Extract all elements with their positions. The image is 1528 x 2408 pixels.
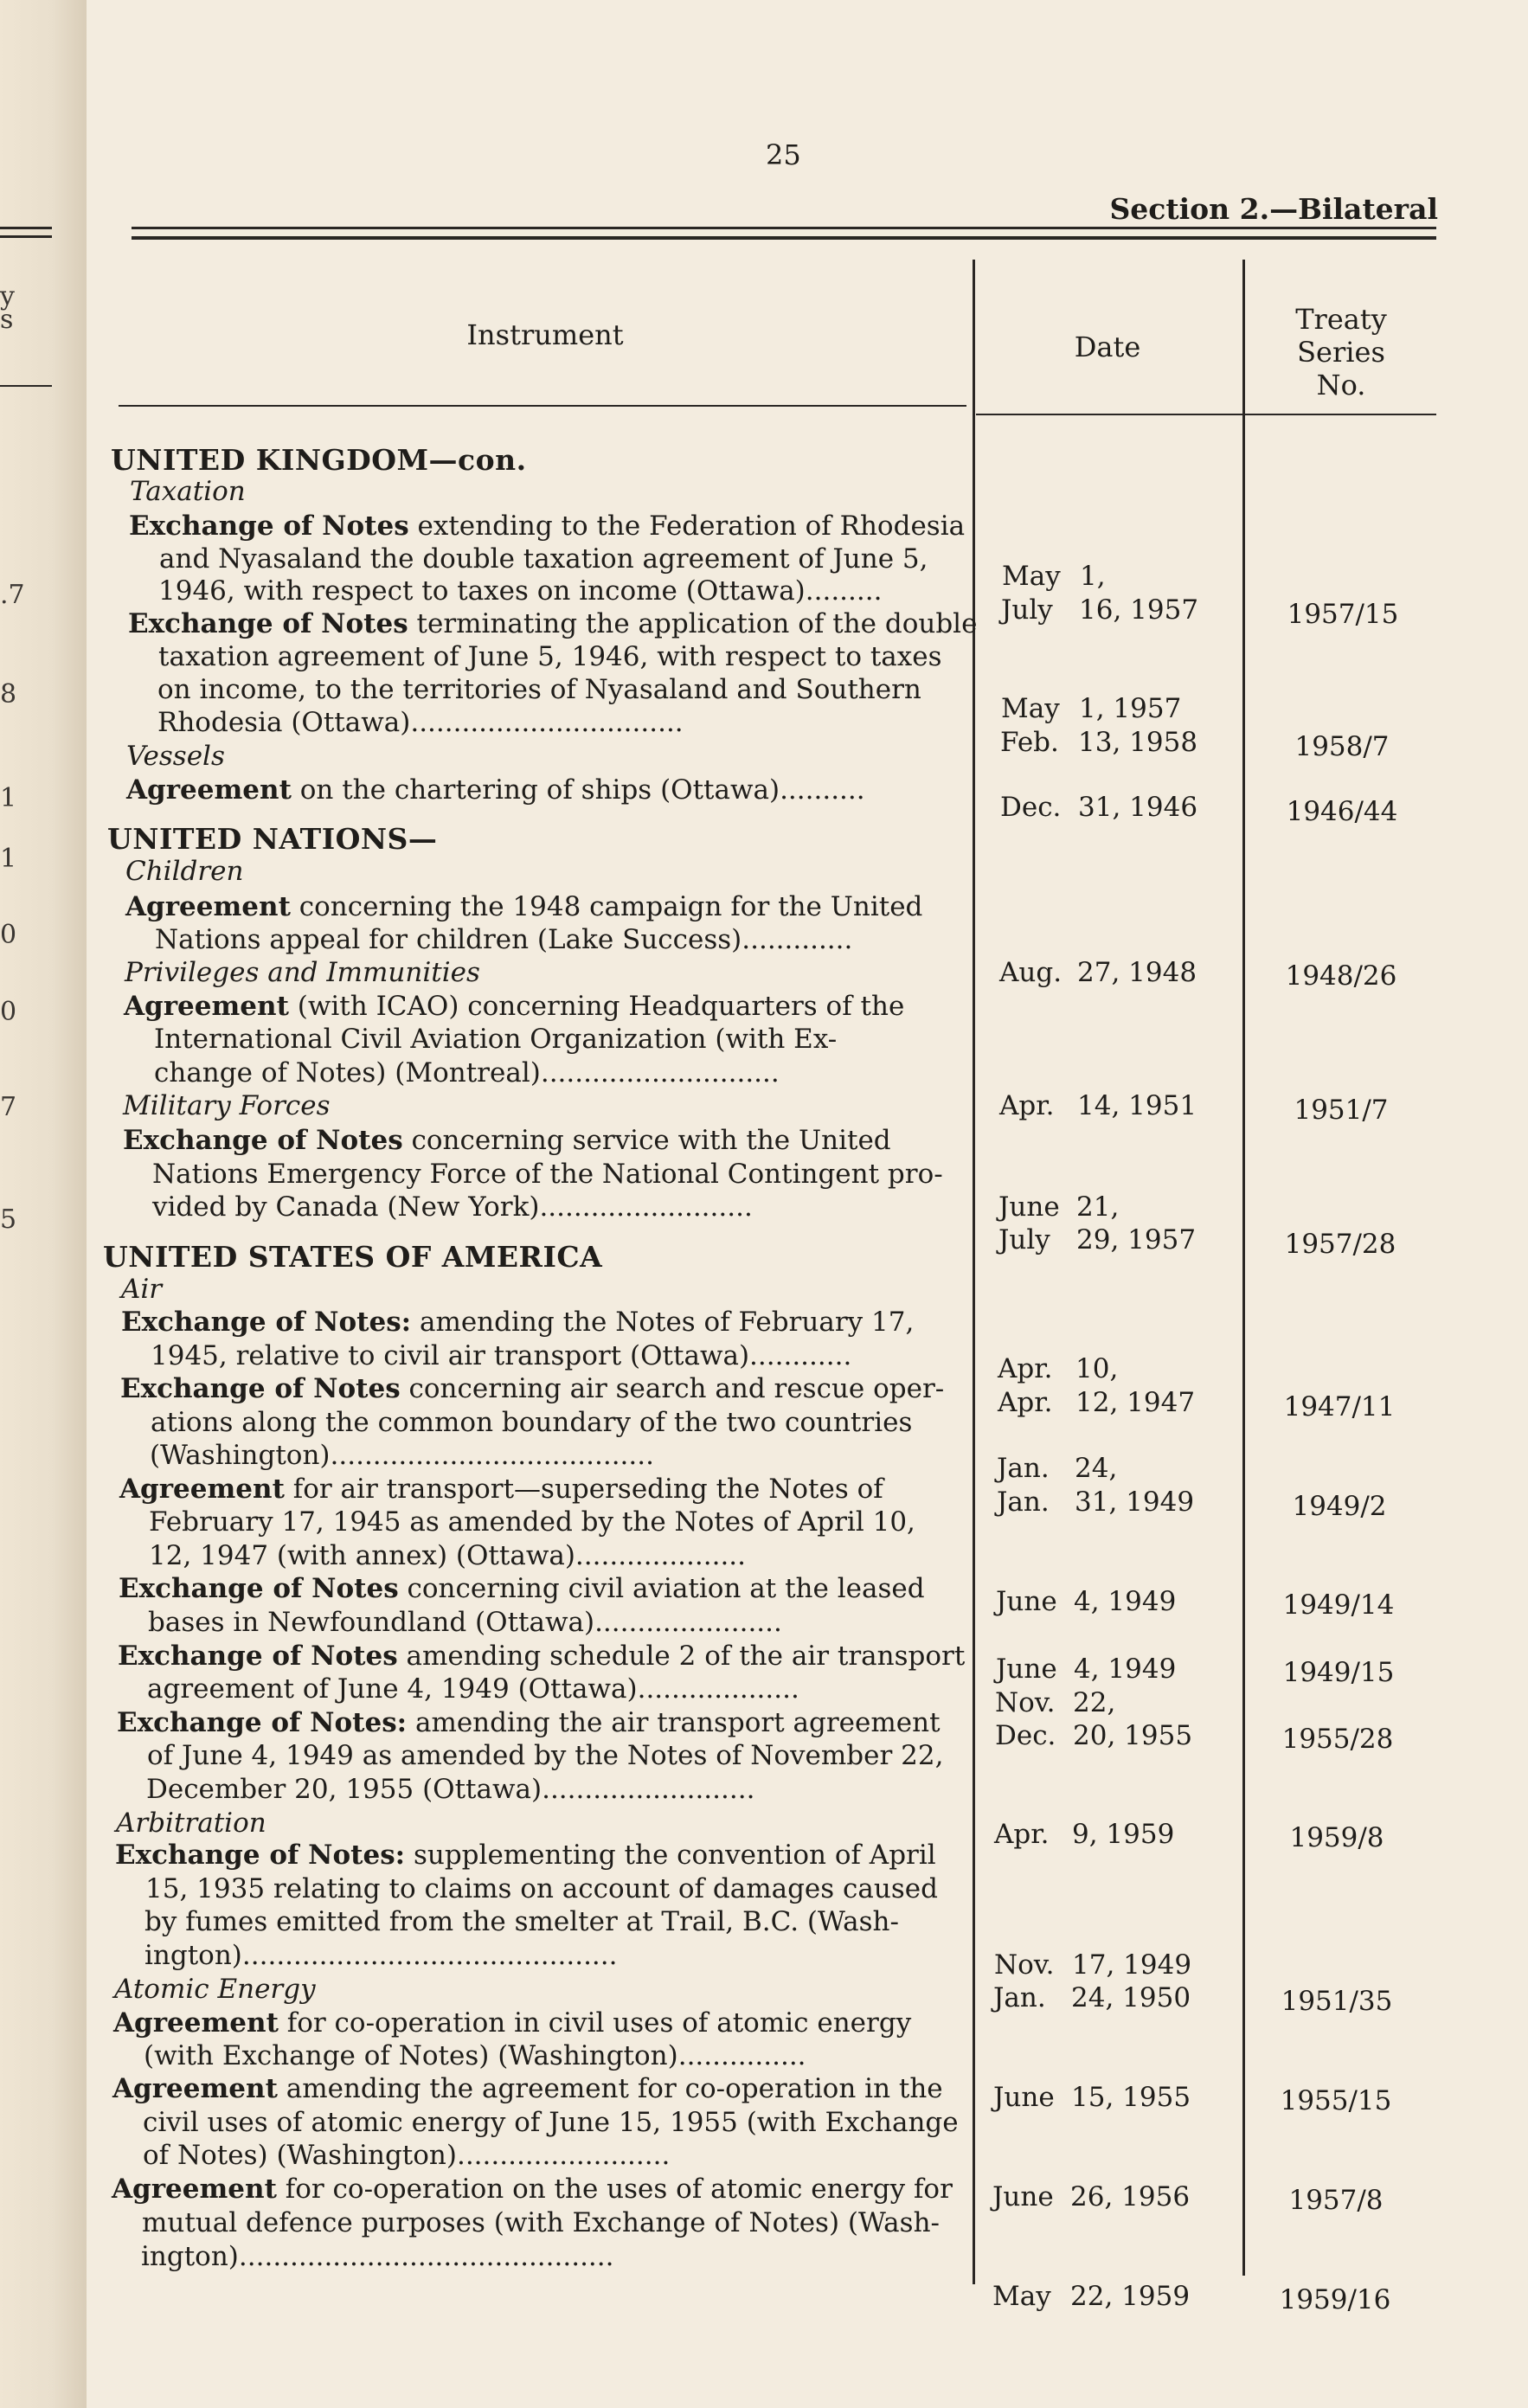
instrument-type: Agreement <box>119 1474 285 1505</box>
instrument-text: agreement of June 4, 1949 (Ottawa)................... <box>147 1673 799 1705</box>
instrument-line-sub <box>116 1808 266 1839</box>
instrument-text: Rhodesia (Ottawa)................................ <box>157 707 684 738</box>
instrument-type: Agreement <box>112 2073 278 2104</box>
treaty-series-number: 1951/7 <box>1294 1095 1389 1126</box>
treaty-series-number: 1957/8 <box>1288 2185 1384 2216</box>
treaty-series-number: 1959/8 <box>1289 1822 1384 1853</box>
date-month: June <box>996 1653 1057 1685</box>
date-day-year: 22, <box>1073 1687 1116 1718</box>
date-day-year: 12, 1947 <box>1075 1387 1196 1418</box>
header-rule-instrument <box>119 405 966 407</box>
date-entry <box>995 1687 1115 1718</box>
instrument-text: Atomic Energy <box>114 1974 316 2005</box>
instrument-text: amending the air transport agreement <box>407 1707 941 1738</box>
date-month: Dec. <box>1000 792 1062 823</box>
date-entry <box>993 2082 1191 2113</box>
date-day-year: 9, 1959 <box>1072 1819 1175 1850</box>
header-date: Date <box>1074 331 1141 363</box>
date-entry <box>998 1353 1118 1384</box>
instrument-text: (Washington)...................................... <box>150 1440 654 1471</box>
instrument-text: civil uses of atomic energy of June 15, 1955 (with Exchange <box>143 2107 959 2138</box>
gutter-fragment: 1 <box>0 844 17 874</box>
instrument-text: concerning air search and rescue oper- <box>400 1373 945 1404</box>
instrument-line-cont <box>145 1873 938 1904</box>
date-entry <box>992 2181 1190 2212</box>
instrument-text: UNITED STATES OF AMERICA <box>103 1240 603 1274</box>
instrument-type: Agreement <box>125 891 291 922</box>
instrument-line-cont <box>146 1774 754 1805</box>
instrument-line-sub <box>125 957 480 988</box>
date-entry <box>999 957 1197 988</box>
instrument-type: Exchange of Notes <box>119 1573 399 1604</box>
date-month: Nov. <box>995 1687 1056 1718</box>
date-day-year: 17, 1949 <box>1072 1949 1192 1981</box>
date-month: Apr. <box>998 1353 1053 1384</box>
date-day-year: 13, 1958 <box>1078 727 1198 758</box>
instrument-line-cont <box>158 641 942 672</box>
instrument-line-cont <box>149 1540 746 1571</box>
instrument-text: Taxation <box>130 476 246 507</box>
date-entry <box>995 1720 1192 1751</box>
instrument-text: terminating the application of the double <box>408 608 978 639</box>
date-day-year: 4, 1949 <box>1074 1586 1177 1617</box>
treaty-series-number: 1958/7 <box>1294 731 1390 762</box>
instrument-text: vided by Canada (New York)......................... <box>152 1191 753 1223</box>
instrument-line-cont <box>148 1607 782 1638</box>
instrument-type: Exchange of Notes <box>129 510 409 542</box>
instrument-text: Privileges and Immunities <box>125 957 480 988</box>
date-month: Dec. <box>995 1720 1056 1751</box>
instrument-line-cont <box>144 2040 806 2071</box>
date-entry <box>996 1586 1176 1617</box>
instrument-text: and Nyasaland the double taxation agreement of June 5, <box>159 543 928 575</box>
top-rule <box>132 227 1436 229</box>
date-entry <box>998 1191 1119 1223</box>
date-entry <box>998 1224 1196 1255</box>
instrument-line-title <box>129 510 965 542</box>
date-day-year: 1, <box>1080 561 1106 592</box>
treaty-series-number: 1946/44 <box>1286 796 1398 827</box>
date-day-year: 10, <box>1075 1353 1119 1384</box>
instrument-text: (with ICAO) concerning Headquarters of the <box>288 991 905 1022</box>
instrument-text: amending the Notes of February 17, <box>411 1307 915 1338</box>
instrument-line-title <box>124 991 904 1022</box>
date-entry <box>996 1653 1176 1685</box>
instrument-line-cont <box>152 1159 943 1190</box>
instrument-text: Nations Emergency Force of the National Contingent pro- <box>152 1159 943 1190</box>
instrument-text: mutual defence purposes (with Exchange of Notes) (Wash- <box>142 2207 941 2238</box>
date-entry <box>999 1090 1197 1121</box>
instrument-line-sub <box>114 1974 316 2005</box>
date-entry <box>993 1982 1191 2013</box>
gutter-fragment: 8 <box>0 679 17 710</box>
instrument-type: Exchange of Notes <box>118 1641 398 1672</box>
gutter-fragment: 5 <box>0 1204 17 1235</box>
instrument-line-cont <box>141 2241 613 2272</box>
date-entry <box>997 1453 1117 1484</box>
treaty-series-number: 1955/28 <box>1281 1724 1394 1755</box>
date-month: Jan. <box>997 1453 1050 1484</box>
date-entry <box>1002 561 1106 592</box>
date-day-year: 1, 1957 <box>1079 693 1182 724</box>
date-month: June <box>998 1191 1060 1223</box>
gutter-rule <box>0 235 52 238</box>
date-day-year: 29, 1957 <box>1076 1224 1197 1255</box>
instrument-type: Exchange of Notes: <box>121 1307 412 1338</box>
instrument-type: Agreement <box>112 2174 277 2205</box>
instrument-line-cont <box>157 674 921 705</box>
gutter-fragment: 7 <box>0 1092 17 1122</box>
instrument-text: International Civil Aviation Organization (with Ex- <box>154 1024 838 1055</box>
instrument-line-country <box>111 443 527 477</box>
instrument-text: amending schedule 2 of the air transport <box>397 1641 966 1672</box>
instrument-line-title <box>120 1373 944 1404</box>
instrument-line-title <box>128 608 977 639</box>
instrument-line-title <box>115 1840 936 1871</box>
instrument-line-cont <box>155 924 852 955</box>
header-treaty-series <box>1255 303 1428 401</box>
instrument-line-country <box>107 822 437 856</box>
gutter-fragment: 0 <box>0 997 17 1027</box>
instrument-text: ations along the common boundary of the two countries <box>151 1407 913 1438</box>
date-month: May <box>992 2281 1051 2312</box>
date-day-year: 21, <box>1076 1191 1120 1223</box>
date-day-year: 22, 1959 <box>1070 2281 1191 2312</box>
date-month: Jan. <box>993 1982 1046 2013</box>
instrument-text: amending the agreement for co-operation in the <box>277 2073 943 2104</box>
date-day-year: 27, 1948 <box>1077 957 1197 988</box>
date-month: Aug. <box>999 957 1063 988</box>
gutter-fragment: y <box>0 281 15 311</box>
section-title: Section 2.—Bilateral <box>1109 192 1438 226</box>
treaty-series-number: 1947/11 <box>1283 1391 1396 1422</box>
instrument-line-title <box>112 2174 953 2205</box>
instrument-text: of June 4, 1949 as amended by the Notes of November 22, <box>147 1740 944 1771</box>
instrument-line-cont <box>149 1506 915 1538</box>
instrument-line-title <box>113 2007 911 2039</box>
instrument-line-title <box>119 1474 883 1505</box>
instrument-line-title <box>121 1307 914 1338</box>
date-entry <box>1000 792 1197 823</box>
instrument-line-cont <box>147 1740 943 1771</box>
treaty-series-number: 1959/16 <box>1279 2284 1391 2315</box>
treaty-series-number: 1949/15 <box>1282 1657 1395 1688</box>
instrument-line-cont <box>157 707 684 738</box>
instrument-line-sub <box>125 856 244 887</box>
instrument-line-title <box>123 1125 891 1156</box>
instrument-text: bases in Newfoundland (Ottawa)...................... <box>148 1607 782 1638</box>
instrument-text: by fumes emitted from the smelter at Trail, B.C. (Wash- <box>144 1906 899 1937</box>
instrument-text: ington)............................................ <box>144 1940 618 1971</box>
header-rule <box>976 414 1436 415</box>
instrument-type: Agreement <box>113 2007 279 2039</box>
instrument-line-sub <box>130 476 246 507</box>
date-entry <box>997 1487 1194 1518</box>
instrument-line-title <box>117 1707 941 1738</box>
date-entry <box>998 1387 1195 1418</box>
date-month: Apr. <box>994 1819 1050 1850</box>
treaty-series-number: 1957/28 <box>1284 1229 1396 1260</box>
date-entry <box>994 1949 1191 1981</box>
instrument-type: Exchange of Notes <box>123 1125 403 1156</box>
instrument-line-title <box>112 2073 943 2104</box>
instrument-line-cont <box>151 1407 912 1438</box>
instrument-text: UNITED KINGDOM—con. <box>111 443 527 477</box>
instrument-text: Military Forces <box>123 1090 331 1121</box>
header-treaty-line: Treaty <box>1295 303 1387 336</box>
treaty-series-number: 1949/2 <box>1292 1491 1387 1522</box>
instrument-text: of Notes) (Washington)......................... <box>143 2140 671 2171</box>
date-month: June <box>996 1586 1057 1617</box>
instrument-line-cont <box>154 1024 837 1055</box>
instrument-line-sub <box>123 1090 331 1121</box>
date-month: Feb. <box>1000 727 1059 758</box>
date-entry <box>1001 693 1181 724</box>
instrument-text: Nations appeal for children (Lake Success)............. <box>155 924 853 955</box>
instrument-text: February 17, 1945 as amended by the Notes of April 10, <box>149 1506 915 1538</box>
instrument-text: for co-operation in civil uses of atomic energy <box>278 2007 912 2039</box>
instrument-line-title <box>125 891 922 922</box>
instrument-type: Agreement <box>124 991 289 1022</box>
date-day-year: 24, 1950 <box>1071 1982 1191 2013</box>
instrument-text: change of Notes) (Montreal)............................ <box>154 1057 780 1088</box>
instrument-line-title <box>119 1573 925 1604</box>
date-month: June <box>992 2181 1054 2212</box>
instrument-type: Exchange of Notes: <box>115 1840 406 1871</box>
header-treaty-line: No. <box>1316 369 1366 401</box>
instrument-text: ington)............................................ <box>141 2241 614 2272</box>
date-day-year: 14, 1951 <box>1077 1090 1197 1121</box>
instrument-text: December 20, 1955 (Ottawa)......................... <box>146 1774 755 1805</box>
instrument-line-sub <box>121 1274 162 1305</box>
top-rule-thick <box>132 236 1436 240</box>
date-month: Apr. <box>999 1090 1055 1121</box>
instrument-text: for air transport—superseding the Notes of <box>284 1474 883 1505</box>
page-number: 25 <box>766 138 801 171</box>
instrument-text: 12, 1947 (with annex) (Ottawa).................... <box>149 1540 747 1571</box>
instrument-text: 1945, relative to civil air transport (Ottawa)............ <box>151 1340 852 1371</box>
column-divider-date <box>973 260 975 2284</box>
instrument-line-cont <box>158 575 882 607</box>
instrument-text: supplementing the convention of April <box>405 1840 936 1871</box>
instrument-line-cont <box>143 2140 670 2171</box>
instrument-line-cont <box>159 543 928 575</box>
gutter-fragment: 1 <box>0 783 17 813</box>
treaty-series-number: 1955/15 <box>1280 2085 1392 2116</box>
header-treaty-line: Series <box>1297 336 1385 369</box>
instrument-line-cont <box>154 1057 780 1088</box>
instrument-line-cont <box>144 1940 617 1971</box>
instrument-line-cont <box>142 2207 940 2238</box>
instrument-type: Exchange of Notes <box>120 1373 401 1404</box>
instrument-text: concerning service with the United <box>402 1125 891 1156</box>
instrument-text: on the chartering of ships (Ottawa).......... <box>291 774 865 806</box>
date-entry <box>994 1819 1174 1850</box>
instrument-line-cont <box>144 1906 899 1937</box>
gutter-fragment: 0 <box>0 920 17 950</box>
gutter-rule <box>0 385 52 387</box>
header-instrument: Instrument <box>466 318 624 351</box>
instrument-text: Vessels <box>126 741 225 772</box>
treaty-series-number: 1957/15 <box>1287 599 1399 630</box>
instrument-text: Arbitration <box>116 1808 266 1839</box>
date-day-year: 26, 1956 <box>1070 2181 1191 2212</box>
date-month: Jan. <box>997 1487 1050 1518</box>
instrument-line-cont <box>143 2107 959 2138</box>
instrument-type: Exchange of Notes: <box>117 1707 408 1738</box>
date-day-year: 15, 1955 <box>1071 2082 1191 2113</box>
date-month: July <box>1001 594 1053 626</box>
treaty-series-number: 1951/35 <box>1281 1986 1393 2017</box>
date-day-year: 16, 1957 <box>1079 594 1199 626</box>
instrument-text: concerning the 1948 campaign for the United <box>290 891 923 922</box>
instrument-text: taxation agreement of June 5, 1946, with respect to taxes <box>158 641 942 672</box>
instrument-text: concerning civil aviation at the leased <box>398 1573 925 1604</box>
date-day-year: 20, 1955 <box>1073 1720 1193 1751</box>
date-month: May <box>1001 693 1060 724</box>
instrument-text: for co-operation on the uses of atomic energy for <box>276 2174 953 2205</box>
instrument-line-cont <box>151 1340 851 1371</box>
instrument-line-sub <box>126 741 225 772</box>
treaty-series-number: 1949/14 <box>1282 1589 1395 1621</box>
date-month: Nov. <box>994 1949 1055 1981</box>
instrument-text: 1946, with respect to taxes on income (Ottawa)......... <box>158 575 883 607</box>
date-day-year: 31, 1946 <box>1078 792 1198 823</box>
instrument-text: Air <box>121 1274 163 1305</box>
date-month: Apr. <box>998 1387 1053 1418</box>
instrument-line-title <box>118 1641 965 1672</box>
instrument-line-cont <box>147 1673 799 1705</box>
date-entry <box>1001 594 1198 626</box>
date-day-year: 24, <box>1075 1453 1118 1484</box>
column-divider-treaty <box>1242 260 1245 2276</box>
gutter-fragment: s <box>0 305 14 335</box>
date-day-year: 31, 1949 <box>1075 1487 1195 1518</box>
gutter-rule <box>0 227 52 229</box>
instrument-text: UNITED NATIONS— <box>107 822 438 856</box>
instrument-text: (with Exchange of Notes) (Washington)............... <box>144 2040 806 2071</box>
treaty-series-number: 1948/26 <box>1285 960 1397 992</box>
date-entry <box>992 2281 1190 2312</box>
date-month: June <box>993 2082 1055 2113</box>
instrument-text: Children <box>125 856 244 887</box>
instrument-type: Exchange of Notes <box>128 608 408 639</box>
instrument-text: on income, to the territories of Nyasaland and Southern <box>157 674 921 705</box>
instrument-line-country <box>103 1240 602 1274</box>
date-entry <box>1000 727 1197 758</box>
instrument-line-title <box>126 774 865 806</box>
date-day-year: 4, 1949 <box>1074 1653 1177 1685</box>
instrument-text: 15, 1935 relating to claims on account of damages caused <box>145 1873 938 1904</box>
date-month: July <box>998 1224 1050 1255</box>
date-month: May <box>1002 561 1061 592</box>
instrument-text: extending to the Federation of Rhodesia <box>408 510 966 542</box>
gutter-fragment: .7 <box>0 580 25 610</box>
instrument-line-cont <box>150 1440 654 1471</box>
instrument-line-cont <box>152 1191 753 1223</box>
instrument-type: Agreement <box>126 774 292 806</box>
